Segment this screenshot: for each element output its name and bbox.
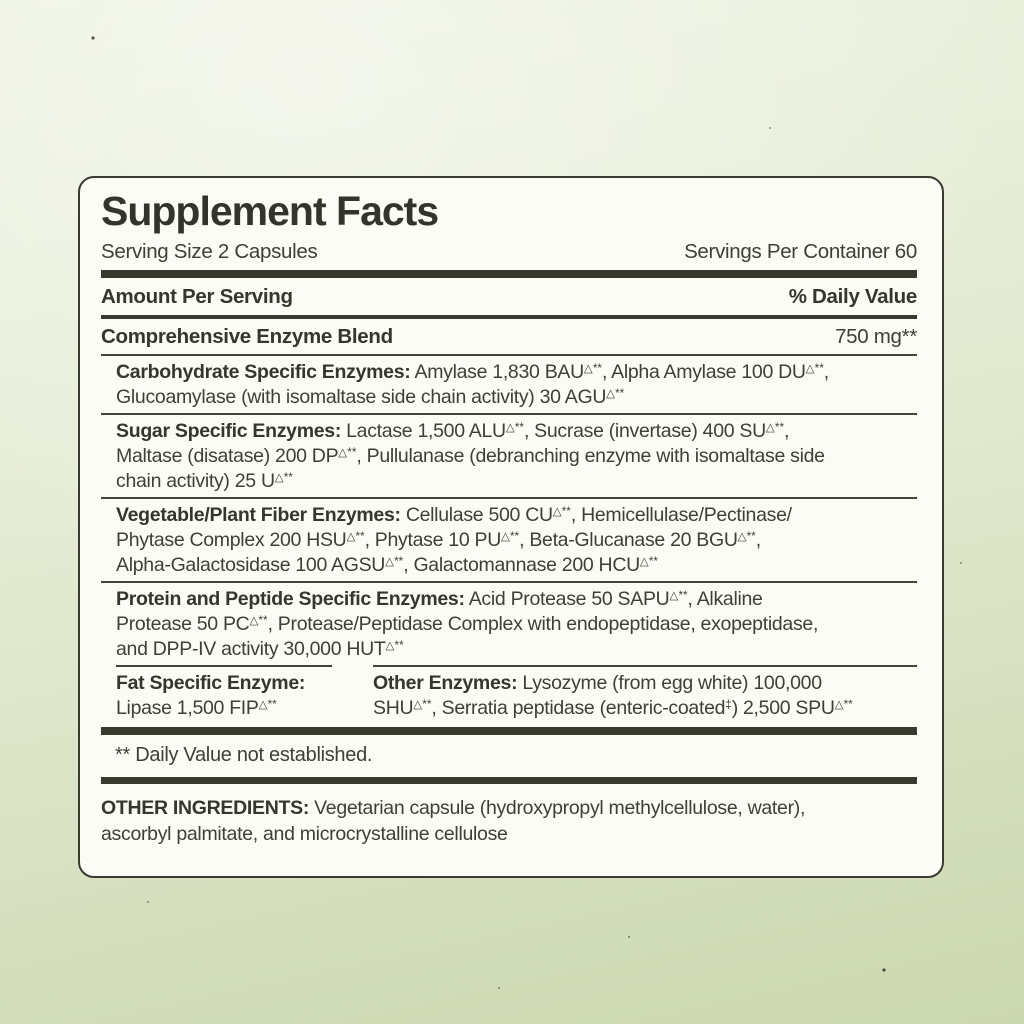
enzyme-group-fiber bbox=[101, 497, 917, 581]
divider-thick-footnote bbox=[101, 727, 917, 735]
other-ingredients-text: Vegetarian capsule (hydroxypropyl methylcellulose, water), ascorbyl palmitate, and microcrystalline cellulose bbox=[101, 797, 806, 846]
panel-title: Supplement Facts bbox=[101, 188, 439, 234]
divider-thick-header bbox=[101, 270, 917, 278]
group-label: Vegetable/Plant Fiber Enzymes: bbox=[116, 504, 401, 527]
group-label: Protein and Peptide Specific Enzymes: bbox=[116, 588, 465, 611]
group-text: Amylase 1,830 BAU△**, Alpha Amylase 100 DU△**, Glucoamylase (with isomaltase side chain activity) 30 AGU△** bbox=[116, 361, 829, 409]
fat-specific-enzyme-column bbox=[116, 665, 332, 727]
column-header-row bbox=[101, 278, 917, 315]
serving-row bbox=[101, 240, 917, 264]
blend-amount: 750 mg** bbox=[835, 325, 917, 349]
group-text: Lactase 1,500 ALU△**, Sucrase (invertase) 400 SU△**, Maltase (disatase) 200 DP△**, Pullulanase (debranching enzyme with isomaltase side chain activity) 25 U△** bbox=[116, 420, 825, 493]
group-text: Lysozyme (from egg white) 100,000 SHU△**, Serratia peptidase (enteric-coated‡) 2,500 SPU△** bbox=[373, 672, 853, 720]
group-label: Carbohydrate Specific Enzymes: bbox=[116, 361, 411, 384]
other-ingredients bbox=[101, 784, 917, 847]
group-label: Fat Specific Enzyme: bbox=[116, 672, 306, 695]
serving-size: Serving Size 2 Capsules bbox=[101, 240, 318, 264]
enzyme-group-carbohydrate bbox=[101, 354, 917, 413]
blend-name: Comprehensive Enzyme Blend bbox=[101, 325, 393, 349]
other-enzymes-column bbox=[373, 665, 917, 727]
group-text: Cellulase 500 CU△**, Hemicellulase/Pectinase/ Phytase Complex 200 HSU△**, Phytase 10 PU△**, Beta-Glucanase 20 BGU△**, Alpha-Galactosidase 100 AGSU△**, Galactomannase 200 HCU△** bbox=[116, 504, 792, 577]
group-label: Sugar Specific Enzymes: bbox=[116, 420, 342, 443]
other-ingredients-label: OTHER INGREDIENTS: bbox=[101, 797, 310, 820]
enzyme-group-sugar bbox=[101, 413, 917, 497]
daily-value-header: % Daily Value bbox=[788, 285, 917, 309]
supplement-facts-panel bbox=[78, 176, 944, 878]
enzyme-group-protein bbox=[101, 581, 917, 665]
group-text: Lipase 1,500 FIP△** bbox=[116, 697, 277, 720]
daily-value-footnote: ** Daily Value not established. bbox=[115, 744, 373, 767]
enzyme-group-fat-and-other bbox=[101, 665, 917, 727]
servings-per-container: Servings Per Container 60 bbox=[684, 240, 917, 264]
divider-medium-footer bbox=[101, 777, 917, 784]
amount-per-serving-header: Amount Per Serving bbox=[101, 285, 293, 309]
blend-row bbox=[101, 319, 917, 354]
group-label: Other Enzymes: bbox=[373, 672, 518, 695]
group-text: Acid Protease 50 SAPU△**, Alkaline Protease 50 PC△**, Protease/Peptidase Complex with endopeptidase, exopeptidase, and DPP-IV activity 30,000 HUT△** bbox=[116, 588, 819, 661]
